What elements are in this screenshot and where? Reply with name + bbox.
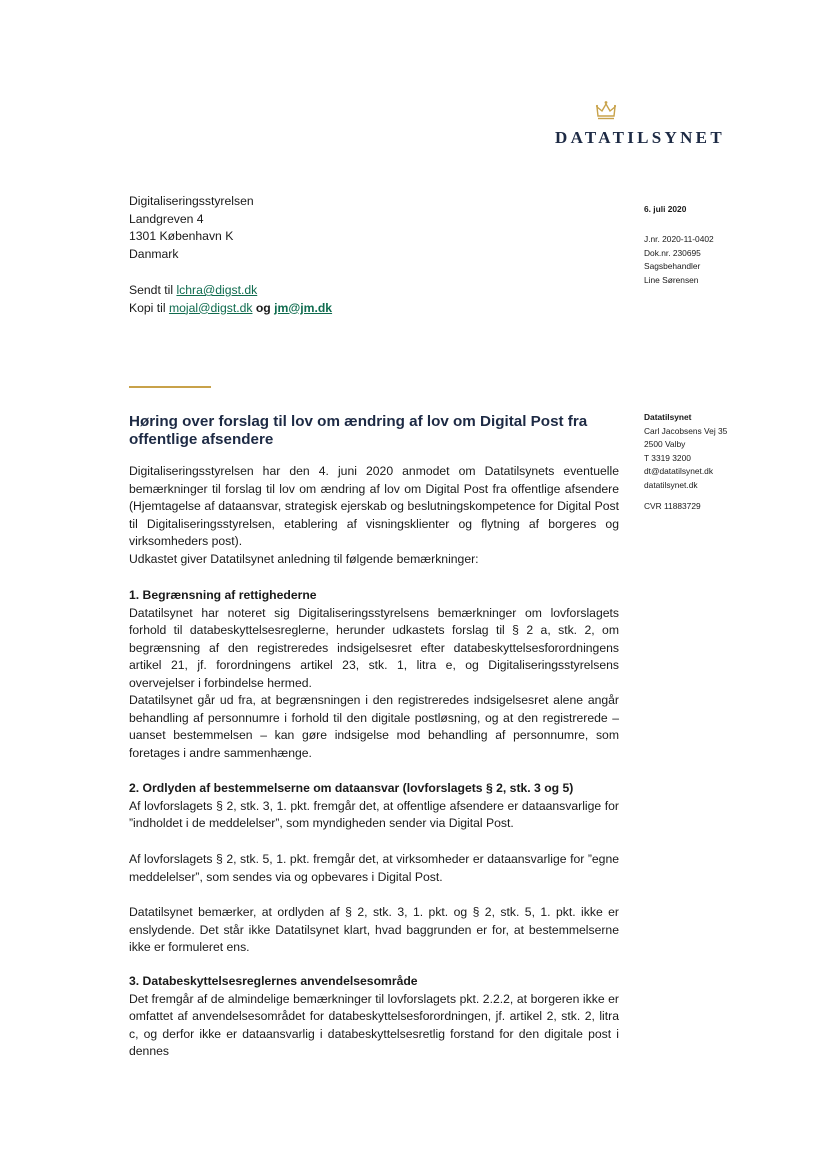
sent-to-label: Sendt til (129, 283, 177, 297)
intro-text: Digitaliseringsstyrelsen har den 4. juni 2020 anmodet om Datatilsynets eventuelle bemærkninger til forslag til lov om ændring af lov om Digital Post fra offentlige afsendere (Hjemtagelse af dataansvar, strategisk ejerskab og beslutningskompetence for Digital Post til Digitaliseringsstyrelsen, etablering af visningsklienter og flytning af borgeres og virksomheders post). (129, 464, 619, 549)
recipient-line: Landgreven 4 (129, 211, 204, 226)
section-3 (129, 973, 619, 1061)
sender-email: dt@datatilsynet.dk (644, 466, 714, 477)
copy-email-link-2[interactable]: jm@jm.dk (274, 300, 333, 315)
section-3-title: 3. Databeskyttelsesreglernes anvendelsesområde (129, 974, 418, 988)
sender-phone: T 3319 3200 (644, 452, 691, 463)
recipient-line: 1301 København K (129, 229, 234, 244)
datatilsynet-logo (555, 100, 735, 148)
section-2 (129, 780, 619, 833)
letter-heading: Høring over forslag til lov om ændring af lov om Digital Post fra offentlige afsendere (129, 413, 588, 448)
distribution (129, 282, 332, 317)
section-2-paragraph-3: Datatilsynet bemærker, at ordlyden af § 2, stk. 3, 1. pkt. og § 2, stk. 5, 1. pkt. ikke er enslydende. Det står ikke Datatilsynet klart, hvad baggrunden er for, at bestemmelserne ikke er formuleret ens. (129, 905, 619, 955)
intro-paragraph (129, 463, 619, 551)
section-1-continued (129, 692, 619, 762)
section-2-para-3 (129, 904, 619, 957)
case-handler-label: Sagsbehandler (644, 261, 701, 272)
sender-contact (644, 411, 727, 513)
journal-number: J.nr. 2020-11-0402 (644, 234, 714, 244)
section-3-paragraph-1: Det fremgår af de almindelige bemærkninger til lovforslagets pkt. 2.2.2, at borgeren ikke er omfattet af anvendelsesområdet for databeskyttelsesforordningen, jf. artikel 2, stk. 2, litra c, og derfor ikke er dataansvarlig i databeskyttelsesretlig forstand for den digitale post i dennes (129, 991, 619, 1059)
section-1-paragraph-2: Datatilsynet går ud fra, at begrænsningen i den registreredes indsigelsesret alene angår behandling af personnumre i forhold til den digitale postløsning, og at den registrerede – uanset bestemmelsen – kan gøre indsigelse mod behandling af personnumre, som foretages i andre sammenhænge. (129, 693, 619, 760)
section-2-paragraph-1: Af lovforslagets § 2, stk. 3, 1. pkt. fremgår det, at offentlige afsendere er dataansvarlige for ”indholdet i de meddelelser”, som myndigheden sender via Digital Post. (129, 798, 619, 831)
lead-text: Udkastet giver Datatilsynet anledning til følgende bemærkninger: (129, 552, 479, 566)
sender-web: datatilsynet.dk (644, 479, 698, 490)
logo-wordmark: DATATILSYNET (555, 128, 725, 147)
sent-to-email-link[interactable]: lchra@digst.dk (176, 283, 258, 297)
lead-paragraph (129, 551, 619, 569)
document-number: Dok.nr. 230695 (644, 247, 701, 258)
section-1-paragraph-1: Datatilsynet har noteret sig Digitaliseringsstyrelsens bemærkninger om lovforslagets forhold til databeskyttelsesreglerne, herunder udkastets forslag til § 2 a, stk. 2, om begrænsning af den registreredes indsigelsesret efter databeskyttelsesforordningens artikel 21, jf. forordningens artikel 23, stk. 1, litra e, og Digitaliseringsstyrelsens overvejelser i forbindelse hermed. (129, 605, 619, 690)
case-info (644, 233, 714, 287)
section-1 (129, 587, 619, 693)
divider-rule (129, 386, 211, 388)
section-2-title: 2. Ordlyden af bestemmelserne om dataansvar (lovforslagets § 2, stk. 3 og 5) (129, 781, 574, 795)
recipient-line: Digitaliseringsstyrelsen (129, 194, 254, 208)
sent-to-line (129, 282, 332, 300)
letter-date (644, 203, 686, 217)
copy-to-line (129, 300, 332, 318)
recipient-address (129, 193, 254, 263)
copy-to-label: Kopi til (129, 300, 169, 315)
section-1-title: 1. Begrænsning af rettighederne (129, 588, 317, 602)
copy-email-link-1[interactable]: mojal@digst.dk (168, 300, 253, 315)
date-value: 6. juli 2020 (644, 204, 687, 214)
sender-org: Datatilsynet (644, 412, 692, 422)
section-2-para-2 (129, 851, 619, 886)
case-handler-name: Line Sørensen (644, 274, 699, 285)
sender-street: Carl Jacobsens Vej 35 (644, 425, 728, 436)
crown-icon (595, 100, 617, 122)
recipient-line: Danmark (129, 246, 179, 261)
copy-conjunction: og (252, 300, 275, 315)
sender-cvr: CVR 11883729 (644, 500, 701, 511)
section-2-paragraph-2: Af lovforslagets § 2, stk. 5, 1. pkt. fremgår det, at virksomheder er dataansvarlige for ”egne meddelelser”, som sendes via og opbevares i Digital Post. (129, 852, 619, 884)
sender-city: 2500 Valby (644, 439, 686, 450)
